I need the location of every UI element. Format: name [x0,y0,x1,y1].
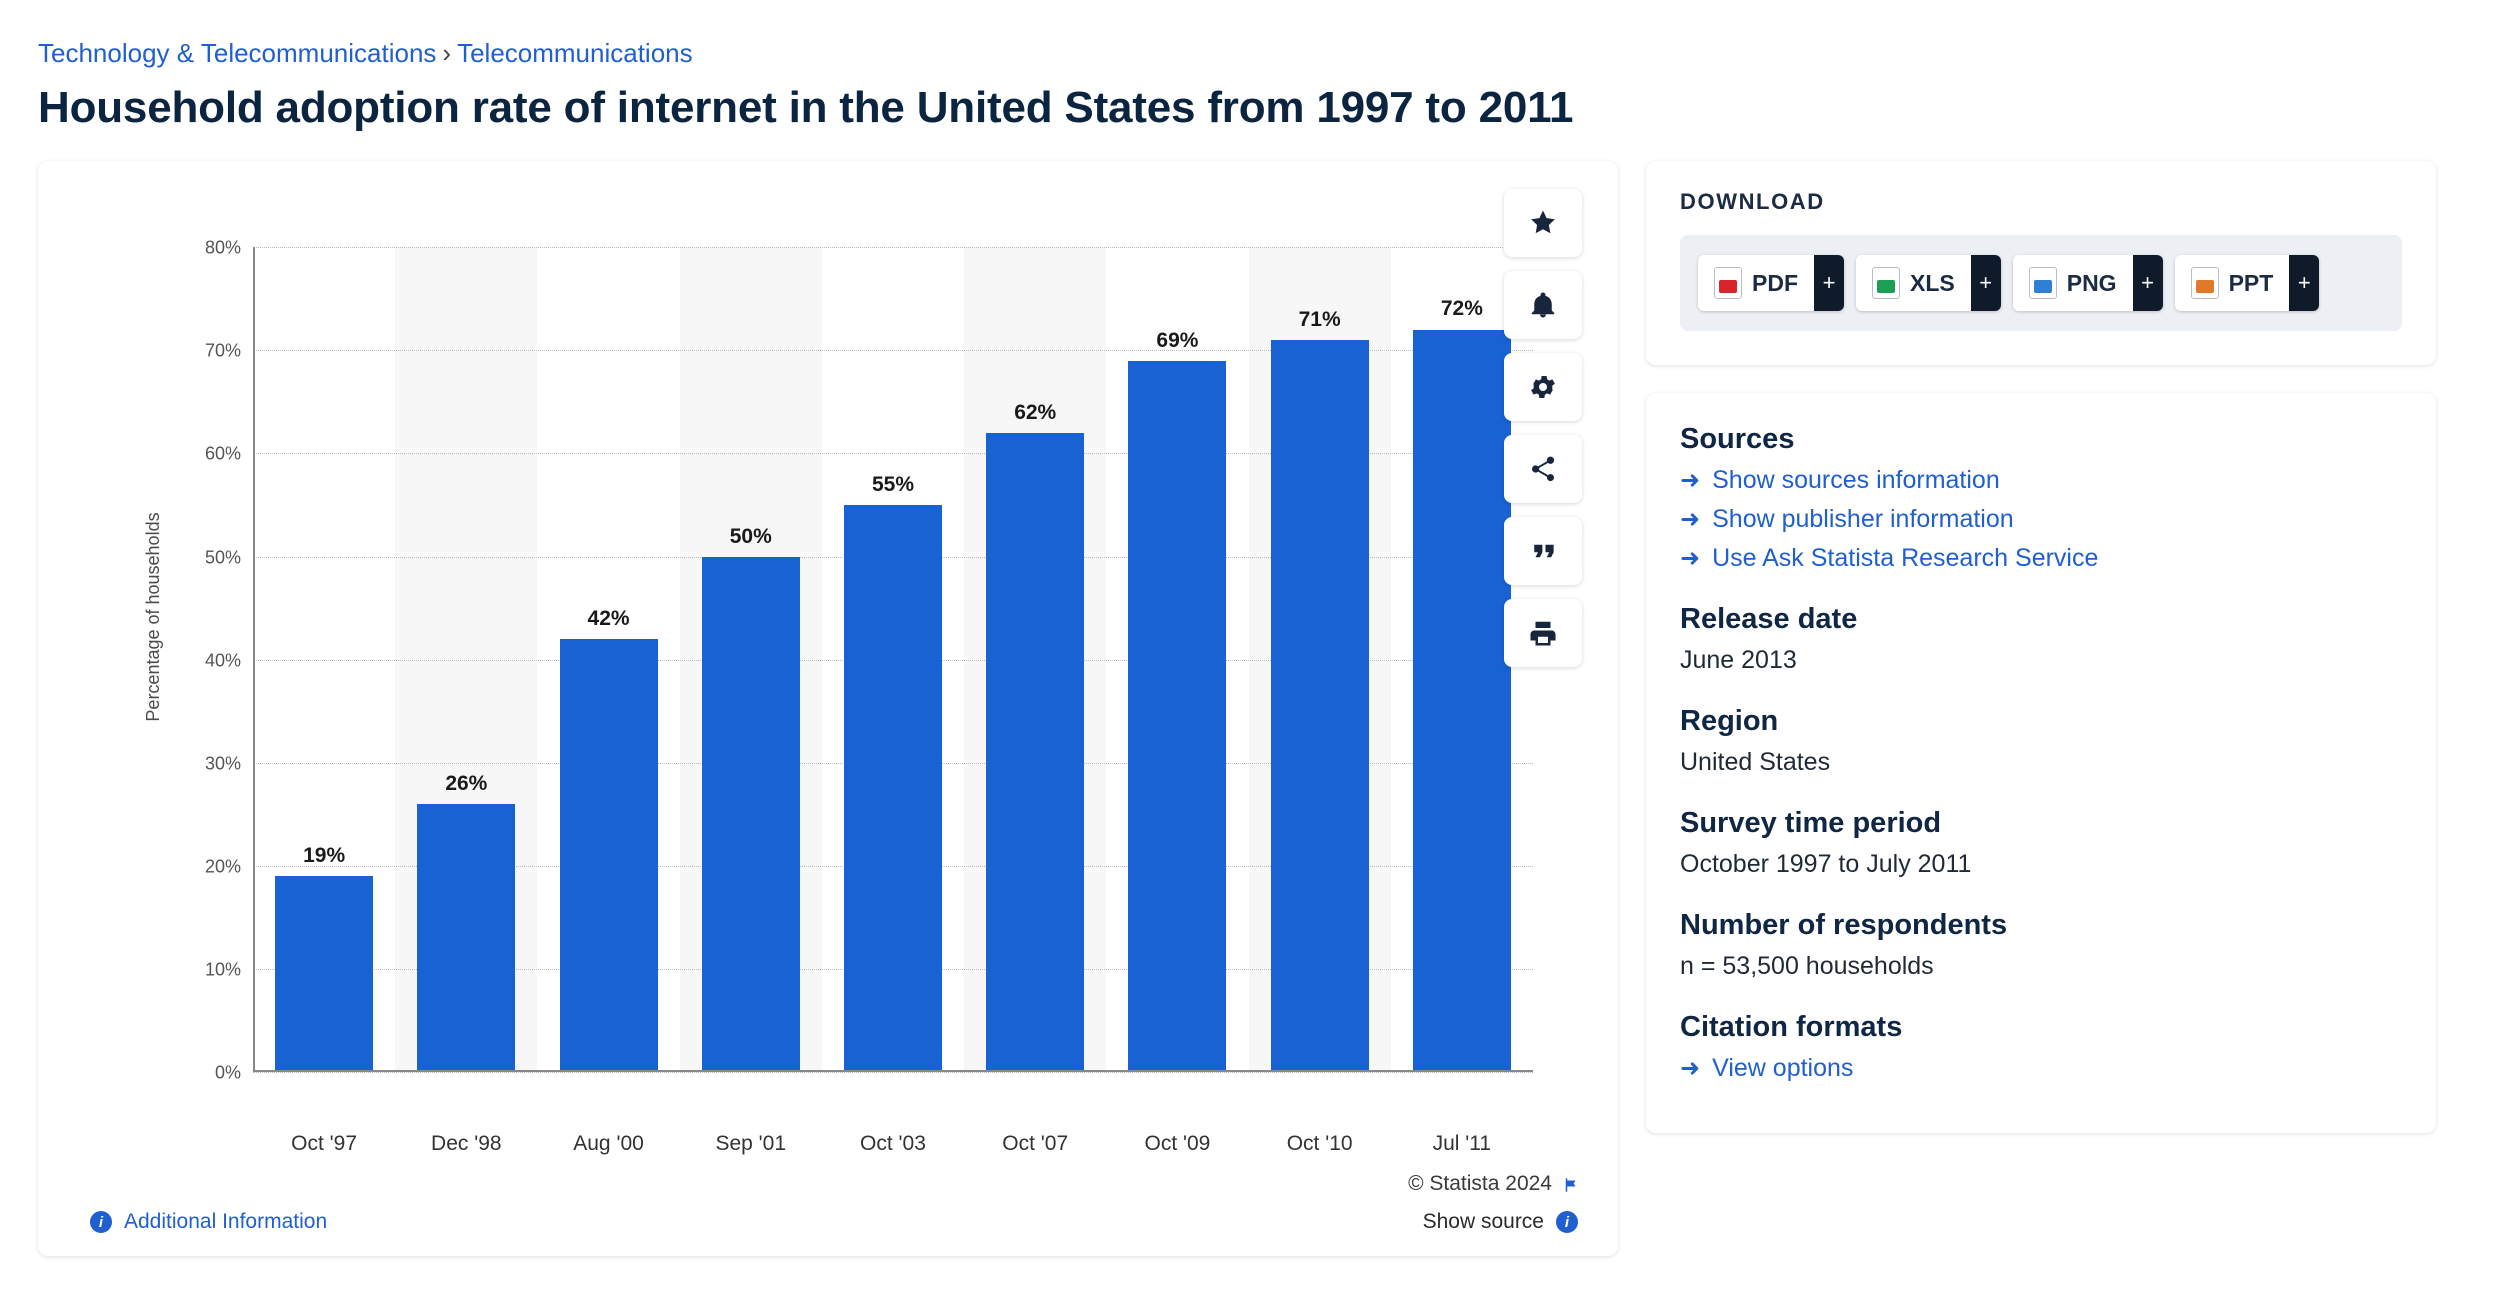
show-sources-information-link[interactable] [1680,466,2402,495]
y-tick-label: 10% [204,959,241,980]
show-source-label: Show source [1422,1210,1544,1234]
download-png-label: PNG [2066,269,2117,296]
bar[interactable] [560,639,658,1072]
download-title: DOWNLOAD [1680,189,1825,215]
show-source-link[interactable] [1423,1210,1578,1234]
survey-time-period-heading: Survey time period [1680,807,1942,840]
download-png-main[interactable] [2013,255,2133,311]
arrow-right-icon: ➜ [1680,545,1701,573]
xls-file-icon [1872,267,1900,299]
download-xls-button[interactable] [1856,255,2001,311]
y-tick-label: 0% [214,1062,241,1083]
bar-group[interactable] [1106,247,1248,1072]
flag-icon [1562,1175,1578,1193]
info-icon: i [90,1211,112,1233]
sources-heading: Sources [1680,423,1795,456]
arrow-right-icon: ➜ [1680,467,1701,495]
gridline [214,1062,1533,1083]
breadcrumb-item-0[interactable]: Technology & Telecommunications [38,38,437,68]
chart-footer-row [90,1210,1578,1234]
download-ppt-button[interactable] [2175,255,2320,311]
y-tick-label: 80% [204,237,241,258]
show-publisher-information-label: Show publisher information [1712,505,2014,534]
right-column [1646,161,2436,1133]
pdf-file-icon [1714,267,1742,299]
breadcrumb-separator: › [442,38,452,68]
download-buttons [1680,235,2402,331]
bar-group[interactable] [822,247,964,1072]
bar-value-label: 42% [587,607,630,631]
x-axis-ticks [253,1132,1533,1156]
download-pdf-button[interactable] [1698,255,1844,311]
y-tick-label: 70% [204,340,241,361]
bar[interactable] [417,804,515,1072]
chart-toolbar [1504,189,1582,667]
breadcrumb [38,38,2496,69]
ppt-file-icon [2191,267,2219,299]
copyright-text [90,1172,1578,1196]
bar-group[interactable] [964,247,1106,1072]
x-tick-label: Aug '00 [573,1132,644,1156]
gear-icon[interactable] [1504,353,1582,421]
share-icon[interactable] [1504,435,1582,503]
download-pdf-main[interactable] [1698,255,1814,311]
arrow-right-icon: ➜ [1680,1055,1701,1083]
bar[interactable] [844,505,942,1072]
bar-value-label: 62% [1014,401,1057,425]
x-tick-label: Oct '10 [1286,1132,1353,1156]
y-tick-label: 30% [204,753,241,774]
bar[interactable] [1413,330,1511,1073]
show-sources-information-label: Show sources information [1712,466,2000,495]
x-tick-label: Dec '98 [431,1132,502,1156]
y-tick-label: 20% [204,856,241,877]
bar[interactable] [702,557,800,1073]
bar-value-label: 72% [1440,297,1483,321]
view-citation-options-link[interactable] [1680,1054,2402,1083]
y-tick-label: 50% [204,547,241,568]
chart-footer [38,1172,1618,1234]
content-area [38,161,2496,1256]
page-title: Household adoption rate of internet in the United States from 1997 to 2011 [38,83,1574,133]
download-xls-plus[interactable]: + [1971,255,2001,311]
download-png-plus[interactable]: + [2133,255,2163,311]
bar-value-label: 19% [303,844,346,868]
bar-value-label: 50% [729,525,772,549]
bar[interactable] [1271,340,1369,1072]
release-date-value: June 2013 [1680,646,1797,675]
download-pdf-plus[interactable]: + [1814,255,1844,311]
download-ppt-plus[interactable]: + [2289,255,2319,311]
y-tick-label: 60% [204,443,241,464]
x-tick-label: Oct '97 [291,1132,358,1156]
ask-statista-label: Use Ask Statista Research Service [1712,544,2099,573]
download-ppt-label: PPT [2228,269,2274,296]
region-value: United States [1680,748,1831,777]
breadcrumb-item-1[interactable]: Telecommunications [457,38,693,68]
download-xls-label: XLS [1910,269,1955,296]
bar-value-label: 26% [445,772,488,796]
y-axis [253,247,255,1072]
png-file-icon [2029,267,2057,299]
respondents-value: n = 53,500 households [1680,952,1934,981]
metadata-card [1646,393,2436,1133]
x-tick-label: Sep '01 [715,1132,787,1156]
x-tick-label: Oct '09 [1144,1132,1211,1156]
x-axis [253,1070,1533,1072]
chart-bars [253,247,1533,1072]
additional-information-label: Additional Information [124,1210,328,1234]
bar-value-label: 55% [871,473,914,497]
bar-value-label: 69% [1156,329,1199,353]
survey-time-period-value: October 1997 to July 2011 [1680,850,1972,879]
bar[interactable] [1128,361,1226,1073]
bar[interactable] [275,876,373,1072]
quote-citation-icon[interactable] [1504,517,1582,585]
chart-plot [204,237,1533,1083]
arrow-right-icon: ➜ [1680,506,1701,534]
bar-group[interactable] [537,247,679,1072]
show-publisher-information-link[interactable] [1680,505,2402,534]
bar-group[interactable] [253,247,395,1072]
ask-statista-research-service-link[interactable] [1680,544,2402,573]
print-icon[interactable] [1504,599,1582,667]
bar-group[interactable] [395,247,537,1072]
info-icon: i [1556,1211,1578,1233]
additional-information-link[interactable] [90,1210,327,1234]
download-ppt-main[interactable] [2175,255,2290,311]
release-date-heading: Release date [1680,603,1858,636]
favorite-icon[interactable] [1504,189,1582,257]
region-heading: Region [1680,705,1779,738]
copyright-label: © Statista 2024 [1408,1172,1552,1196]
download-png-button[interactable] [2013,255,2163,311]
view-options-label: View options [1712,1054,1854,1083]
citation-formats-heading: Citation formats [1680,1011,1903,1044]
y-tick-label: 40% [204,650,241,671]
chart-card [38,161,1618,1256]
x-tick-label: Oct '03 [860,1132,926,1156]
bar-group[interactable] [1249,247,1391,1072]
chart-area [48,187,1528,1156]
download-card [1646,161,2436,365]
download-xls-main[interactable] [1856,255,1971,311]
alert-bell-icon[interactable] [1504,271,1582,339]
respondents-heading: Number of respondents [1680,909,2008,942]
bar[interactable] [986,433,1084,1072]
bar-value-label: 71% [1298,308,1341,332]
x-tick-label: Oct '07 [1002,1132,1069,1156]
bar-group[interactable] [680,247,822,1072]
download-pdf-label: PDF [1752,269,1798,296]
x-tick-label: Jul '11 [1432,1132,1492,1156]
chart-y-axis-label: Percentage of households [143,512,163,722]
